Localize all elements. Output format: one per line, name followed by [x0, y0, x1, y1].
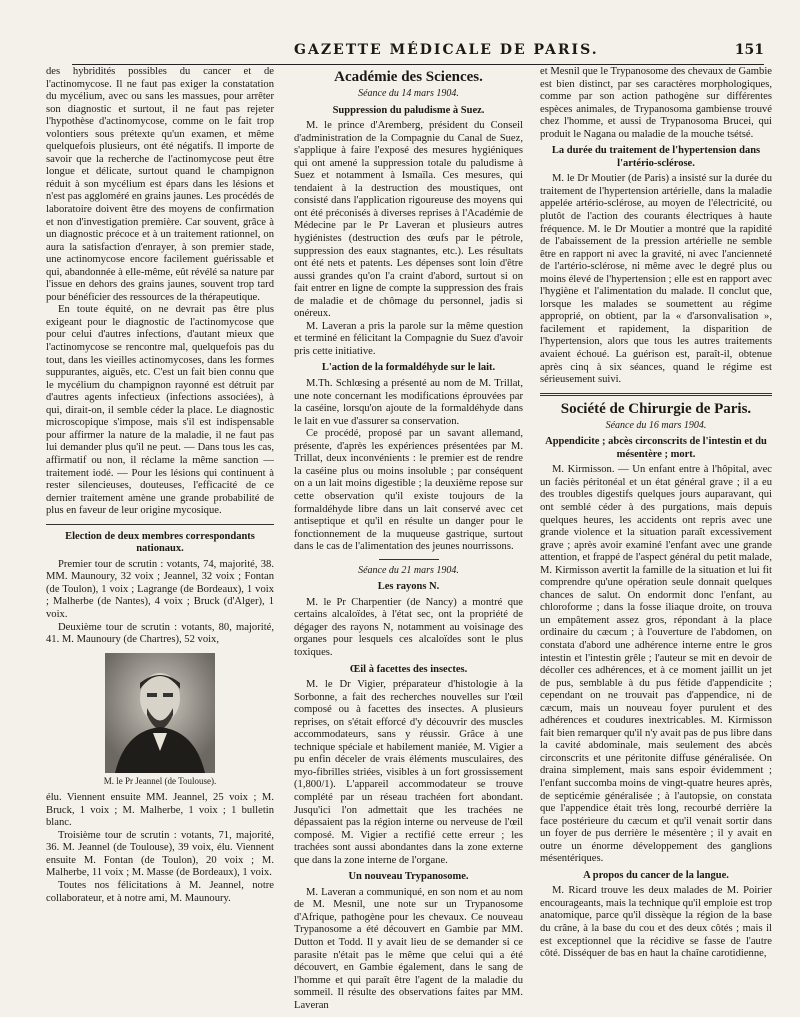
paragraph: Toutes nos félicitations à M. Jeannel, notre collaborateur, et à notre ami, M. Maunoury.: [46, 879, 274, 904]
paragraph: et Mesnil que le Trypanosome des chevaux de Gambie est bien distinct, par ses caractères morphologiques, comme par son action pathogène sur différentes espèces animales, de Trypanosoma gambiense trouvé chez l'homme, et aussi de Trypanosoma Brucei, qui produit le Nagana ou maladie de la mouche tsétsé.: [540, 66, 772, 140]
paragraph: M. Laveran a communiqué, en son nom et au nom de M. Mesnil, une note sur un Trypanosome d'Afrique, pathogène pour les chevaux. Ce nouveau Trypanosome a été découvert en Gambie par MM. Dutton et Todd. Il y avait lieu de se demander si ce parasite n'était pas le même que celui qui a été découvert, en Gambie également, dans le sang de l'homme et qui paraît être l'agent de la maladie du sommeil. Il résulte des observations faites par MM. Laveran: [294, 886, 523, 1011]
paragraph: Troisième tour de scrutin : votants, 71, majorité, 36. M. Jeannel (de Toulouse), 39 voix, élu. Viennent ensuite M. Fontan (de Toulon), 20 voix ; M. Malherbe, 11 voix ; M. Masse (de Bordeaux), 1 voix.: [46, 829, 274, 879]
section-title-academie: Académie des Sciences.: [334, 69, 483, 85]
portrait-caption: M. le Pr Jeannel (de Toulouse).: [103, 775, 217, 786]
subheading: A propos du cancer de la langue.: [583, 869, 729, 881]
seance-date: Séance du 16 mars 1904.: [605, 419, 707, 431]
divider: [540, 393, 772, 396]
seance-date: Séance du 21 mars 1904.: [358, 564, 459, 576]
subheading: Un nouveau Trypanosome.: [348, 871, 469, 883]
paragraph: des hybridités possibles du cancer et de l'actinomycose. Il ne faut pas exiger la constatation du mycélium, avec ou sans les massues, pour arrêter son diagnostic et surtout, il ne faut pas rejeter l'hypothèse d'actinomycose, comme on le fait trop volontiers sous prétexte qu'un examen, et même quelquefois plusieurs, ont été négatifs. Il importe de savoir que la recherche de l'actinomycose peut être longue et délicate, surtout quand le champignon réduit à son mycélium est épars dans les lésions et n'est pas aggloméré en grains jaunes. Les procédés de laboratoire doivent être des moyens de confirmation et non d'investigation première. Car souvent, grâce à un diagnostic précoce et à un traitement rationnel, on aura la satisfaction d'enrayer, à son premier stade, une actinomycose encore facilement guérissable et qui, abandonnée à elle-même, eût révélé sa nature par l'issue en dehors des grains jaunes, souvent trop tard pour bénéficier des ressources de la thérapeutique.: [46, 66, 274, 303]
paragraph: Premier tour de scrutin : votants, 74, majorité, 38. MM. Maunoury, 32 voix ; Jeannel, 32 voix ; Fontan (de Toulon), 1 voix ; Lagrange (de Bordeaux), 1 voix ; Malherbe (de Nantes), 4 voix ; Bruck (d'Alger), 1 voix.: [46, 558, 274, 620]
seance-date: Séance du 14 mars 1904.: [358, 88, 459, 99]
paragraph: Ce procédé, proposé par un savant allemand, présente, d'après les expériences présentées par M. Trillat, deux inconvénients : le premier est de rendre la caséine plus ou moins insoluble ; par conséquent on a un lait moins digestible ; la deuxième repose sur cette observation qu'il existe toujours de la formaldéhyde libre dans un lait conservé avec cet antiseptique et qu'il en résulte un danger pour le fonctionnement de la muqueuse gastrique, surtout dans le cas de l'alimentation des jeunes nourrissons.: [294, 428, 523, 553]
paragraph: élu. Viennent ensuite MM. Jeannel, 25 voix ; M. Bruck, 1 voix ; M. Malherbe, 1 voix ; 1 bulletin blanc.: [46, 792, 274, 829]
paragraph: M. Laveran a pris la parole sur la même question et terminé en félicitant la Compagnie du Suez d'avoir pris cette initiative.: [294, 320, 523, 357]
divider: [46, 524, 274, 525]
paragraph: M. le Pr Charpentier (de Nancy) a montré que certains alcaloïdes, à l'état sec, ont la propriété de dégager des rayons N, notamment au voisinage des organes pour lesquels ces alcaloïdes sont le plus toxiques.: [294, 596, 523, 658]
paragraph: M. le Dr Vigier, préparateur d'histologie à la Sorbonne, a fait des recherches nouvelles sur l'œil composé ou à facettes des insectes. A plusieurs reprises, on s'était efforcé d'y découvrir des muscles accommodateurs, sans y réussir. Grâce à une technique spéciale et habilement maniée, M. Vigier a pu enfin déceler de vrais éléments musculaires, des myo-fibrilles striées, visibles à un fort grossissement (1,800/1). L'appareil accommodateur se trouve complété par un réseau trachéen fort abondant. Jusqu'ici l'on admettait que les trachées ne dépassaient pas la région interne ou nerveuse de l'œil composé. M. Vigier a rectifié cette erreur ; les trachées sont aussi abondantes dans la zone externe que dans la zone interne de l'organe.: [294, 679, 523, 866]
portrait-image: [105, 653, 215, 773]
journal-title: GAZETTE MÉDICALE DE PARIS.: [294, 42, 599, 58]
page-number: 151: [734, 42, 764, 58]
column-3: [540, 66, 772, 1012]
divider: [379, 559, 439, 560]
paragraph: M. Ricard trouve les deux malades de M. Poirier encourageants, mais la technique qu'il emploie est trop anatomique, parce qu'il dissèque la région de la base du crâne, à la base du cou et des deux côtés ; mais il est exceptionnel que la récidive se fasse de l'autre côté. Disséquer de bas en haut la chaîne carotidienne,: [540, 885, 772, 960]
paragraph: Deuxième tour de scrutin : votants, 80, majorité, 41. M. Maunoury (de Chartres), 52 voix,: [46, 621, 274, 646]
subheading: Œil à facettes des insectes.: [349, 663, 468, 675]
subheading: L'action de la formaldéhyde sur le lait.: [321, 362, 496, 374]
column-1: [46, 66, 274, 1012]
subheading: Appendicite ; abcès circonscrits de l'intestin et du mésentère ; mort.: [545, 436, 767, 460]
subheading: Les rayons N.: [377, 581, 440, 593]
paragraph: M. Kirmisson. — Un enfant entre à l'hôpital, avec un faciès péritonéal et un état général grave ; il a eu des troubles digestifs quelques jours auparavant, qui ont semblé céder à des purgations, mais depuis quelques heures, les accidents ont repris avec une grande violence et la situation paraît excessivement grave ; après avoir examiné l'enfant avec une grande attention, et frappé de l'aspect général du petit malade, M. Kirmisson avertit la famille de la situation et lui fit comprendre qu'une opération seule donnait quelques chances de salut. On endormit donc l'enfant, au chloroforme ; dans la fosse iliaque droite, on trouva un empâtement assez gros, répondant à la place ordinaire du cæcum ; à l'ouverture de l'abdomen, on constata d'abord une adhérence interne entre le gros intestin et l'intestin grêle ; l'auteur se mit en devoir de décoller ces adhérences, et à ce moment jaillit un jet de pus, semblable à du pus fétide d'appendicite ; cependant on ne trouvait pas d'appendice, ni de cæcum, mais un nouveau foyer purulent et des adhérences et coudures inextricables. M. Kirmisson fait bien remarquer qu'il n'y avait pas de pus libre dans la cavité abdominale, mais seulement des abcès circonscrits et une péritonite diffuse généralisée. On draina simplement, mais sans espoir évidemment ; l'enfant succomba moins de vingt-quatre heures après, de septicémie généralisée ; à l'autopsie, on constata que l'appendice était très long, recourbé derrière la face postérieure du cæcum et qu'il venait sortir dans un foyer de pus derrière le mésentère ; il y avait en outre un énorme développement des ganglions mésentériques.: [540, 464, 772, 865]
paragraph: M. le Dr Moutier (de Paris) a insisté sur la durée du traitement de l'hypertension artérielle, dans la maladie appelée artério-sclérose, au moyen de l'électricité, ou plutôt de l'action des courants électriques à haute fréquence. M. le Dr Moutier a montré que la rapidité de l'abaissement de la pression artérielle ne semble être en rapport ni avec la gravité, ni avec l'ancienneté de l'artério-sclérose, ni même avec le degré plus ou moins élevé de l'hypertension ; elle est en rapport avec l'hygiène et l'alimentation du malade. Il conclut que, lorsque les malades se soumettent au régime approprié, on obtient, par la « d'arsonvalisation », facilement et rapidement, la disparition de l'hypertension, alors que tous les autres traitements avaient échoué. La guérison est, paraît-il, obtenue après cinq à six séances, quand le régime est sérieusement suivi.: [540, 173, 772, 386]
subheading: Suppression du paludisme à Suez.: [332, 104, 485, 116]
election-heading: Election de deux membres correspondants nationaux.: [65, 530, 255, 555]
paragraph: En toute équité, on ne devrait pas être plus exigeant pour le diagnostic de l'actinomycose que pour celui d'autres infections, d'autant mieux que l'actinomycose se rencontre mal, quelquefois pas du tout, dans les vieilles actinomycoses, dans les formes suppurantes, aiguës, etc. C'est un fait bien connu que le mycélium du champignon rayonné est détruit par d'autres agents infectieux (infections associées), à qui, dirait-on, il semble céder la place. Le diagnostic microscopique s'impose, mais s'il est indispensable pour affirmer la nature de la maladie, il ne faut pas lui demander plus qu'il ne peut. — Dans tous les cas, affirmatif ou non, il réclame la même sanction — traitement iodé. — Pour les lésions qui continuent à rester silencieuses, douteuses, l'efficacité de ce dernier traitement amène une grande probabilité de plus en faveur de leur origine mycosique.: [46, 304, 274, 517]
page-header: [72, 40, 764, 65]
paragraph: M. le prince d'Aremberg, président du Conseil d'administration de la Compagnie du Canal de Suez, s'applique à faire l'exposé des mesures hygiéniques qui ont amené la suppression totale du paludisme à Suez et notamment à Ismaïla. Ces mesures, qui tendaient à la destruction des moustiques, ont consisté dans l'application rigoureuse des moyens qui ont été préconisés à diverses reprises à l'Académie de Médecine par le Pr Laveran et plusieurs autres hygiénistes (destruction des œufs par le pétrole, suppression des eaux stagnantes, etc.). Les résultats ont été nets et patents. Les dépenses sont loin d'être aussi grandes qu'on l'a craint d'abord, surtout si on fait entrer en ligne de compte la suppression des frais de maladie et de chômage du personnel, jadis si onéreux.: [294, 120, 523, 320]
section-title-chirurgie: Société de Chirurgie de Paris.: [560, 400, 752, 417]
paragraph: M.Th. Schlœsing a présenté au nom de M. Trillat, une note concernant les modifications éprouvées par la caséine, lorsqu'on ajoute de la formaldéhyde dans le lait en vue d'assurer sa conservation.: [294, 378, 523, 427]
subheading: La durée du traitement de l'hypertension dans l'artério-sclérose.: [551, 145, 761, 169]
column-2: [294, 66, 523, 1012]
